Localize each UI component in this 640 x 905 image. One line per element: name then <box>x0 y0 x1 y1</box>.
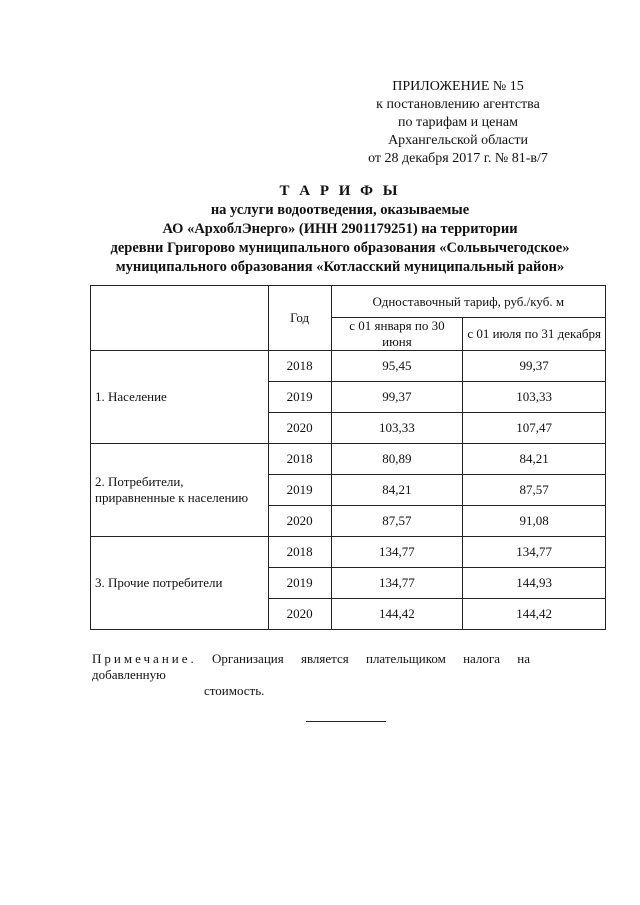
title-main: Т А Р И Ф Ы <box>279 183 401 199</box>
appendix-date: от 28 декабря 2017 г. № 81-в/7 <box>368 151 548 166</box>
tariff-cell-p1: 134,77 <box>331 568 463 599</box>
year-cell: 2019 <box>268 568 331 599</box>
table-row <box>91 444 606 475</box>
tariff-cell-p2: 84,21 <box>463 444 606 475</box>
appendix-number: ПРИЛОЖЕНИЕ № 15 <box>392 79 524 94</box>
tariff-cell-p2: 99,37 <box>463 351 606 382</box>
year-cell: 2019 <box>268 382 331 413</box>
tariff-table <box>90 285 606 630</box>
year-cell: 2019 <box>268 475 331 506</box>
footnote-text: Организация является плательщиком налога на добавленную <box>92 651 530 682</box>
tariff-cell-p1: 80,89 <box>331 444 463 475</box>
title-line-3: деревни Григорово муниципального образования «Сольвычегодское» <box>110 240 570 256</box>
tariff-cell-p2: 87,57 <box>463 475 606 506</box>
tariff-cell-p2: 91,08 <box>463 506 606 537</box>
tariff-cell-p1: 87,57 <box>331 506 463 537</box>
year-cell: 2018 <box>268 537 331 568</box>
footnote <box>92 651 606 699</box>
year-header: Год <box>268 286 331 351</box>
tariff-header: Одноставочный тариф, руб./куб. м <box>331 286 605 318</box>
table-row <box>91 351 606 382</box>
footnote-text-continued: стоимость. <box>204 683 265 698</box>
category-cell: 2. Потребители, приравненные к населению <box>91 444 269 537</box>
document-title <box>60 182 620 277</box>
year-cell: 2018 <box>268 351 331 382</box>
tariff-cell-p1: 99,37 <box>331 382 463 413</box>
title-line-2: АО «АрхоблЭнерго» (ИНН 2901179251) на территории <box>162 221 518 237</box>
year-cell: 2018 <box>268 444 331 475</box>
title-line-4: муниципального образования «Котласский муниципальный район» <box>115 259 565 275</box>
appendix-header <box>338 78 578 168</box>
tariff-cell-p2: 134,77 <box>463 537 606 568</box>
title-line-1: на услуги водоотведения, оказываемые <box>210 202 470 218</box>
tariff-cell-p1: 103,33 <box>331 413 463 444</box>
year-cell: 2020 <box>268 506 331 537</box>
tariff-cell-p2: 144,93 <box>463 568 606 599</box>
table-row <box>91 537 606 568</box>
category-cell: 3. Прочие потребители <box>91 537 269 630</box>
category-header <box>91 286 269 351</box>
tariff-cell-p1: 134,77 <box>331 537 463 568</box>
tariff-cell-p2: 107,47 <box>463 413 606 444</box>
year-cell: 2020 <box>268 599 331 630</box>
appendix-line-2: к постановлению агентства <box>376 97 540 112</box>
period-1-header: с 01 января по 30 июня <box>331 318 463 351</box>
period-2-header: с 01 июля по 31 декабря <box>463 318 606 351</box>
appendix-line-4: Архангельской области <box>388 133 528 148</box>
tariff-cell-p1: 144,42 <box>331 599 463 630</box>
footnote-label: Примечание. <box>92 651 197 666</box>
end-divider <box>306 721 386 722</box>
tariff-cell-p2: 103,33 <box>463 382 606 413</box>
tariff-cell-p1: 84,21 <box>331 475 463 506</box>
year-cell: 2020 <box>268 413 331 444</box>
category-cell: 1. Население <box>91 351 269 444</box>
tariff-cell-p1: 95,45 <box>331 351 463 382</box>
tariff-cell-p2: 144,42 <box>463 599 606 630</box>
appendix-line-3: по тарифам и ценам <box>398 115 518 130</box>
